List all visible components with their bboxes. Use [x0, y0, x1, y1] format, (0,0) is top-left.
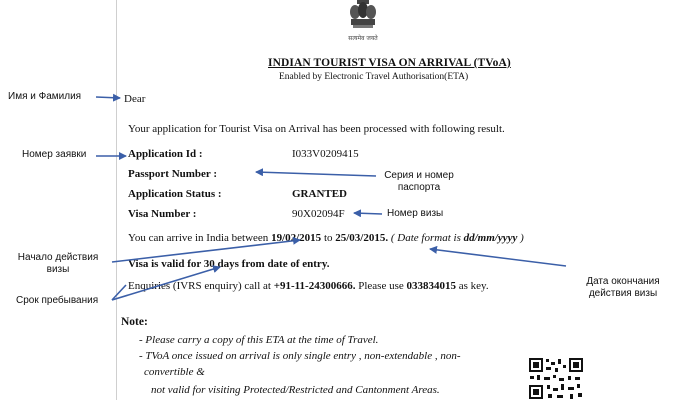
annotation-name: Имя и Фамилия	[8, 91, 82, 102]
document-title: INDIAN TOURIST VISA ON ARRIVAL (TVoA)	[268, 57, 511, 69]
date-format-note-post: )	[520, 232, 524, 244]
note-line-2: - TVoA once issued on arrival is only single entry , non-extendable , non-	[139, 350, 461, 362]
date-format-value: dd/mm/yyyy	[463, 232, 518, 244]
arrow-passport	[256, 172, 376, 176]
enquiry-prefix: Enquiries (IVRS enquiry) call at	[128, 280, 271, 292]
visa-number-label: Visa Number :	[128, 208, 197, 220]
enquiry-key-code: 033834015	[406, 280, 456, 292]
arrow-end-date	[430, 249, 566, 266]
annotation-start-line-2: визы	[46, 264, 70, 275]
validity-text: Visa is valid for 30 days from date of entry.	[128, 258, 330, 270]
visa-number-value: 90X02094F	[292, 208, 345, 220]
enquiry-phone: +91-11-24300666.	[273, 280, 356, 292]
document-subtitle: Enabled by Electronic Travel Authorisation(ETA)	[279, 72, 469, 82]
annotation-end-line-1: Дата окончания	[586, 276, 660, 287]
annotation-passport-line-2: паспорта	[397, 182, 441, 193]
annotation-end	[574, 276, 672, 300]
application-id-label: Application Id :	[128, 148, 203, 160]
annotation-visa-number: Номер визы	[387, 208, 444, 219]
annotation-end-line-2: действия визы	[588, 288, 658, 299]
enquiry-middle: Please use	[358, 280, 404, 292]
arrival-prefix: You can arrive in India between	[128, 232, 269, 244]
arrow-name	[96, 97, 120, 98]
application-status-label: Application Status :	[128, 188, 222, 200]
note-heading: Note:	[121, 316, 148, 328]
annotation-start-line-1: Начало действия	[17, 252, 99, 263]
annotation-start	[8, 252, 108, 276]
note-line-1: - Please carry a copy of this ETA at the time of Travel.	[139, 334, 379, 346]
application-id-value: I033V0209415	[292, 148, 359, 160]
arrival-from-date: 19/02/2015	[271, 232, 322, 244]
arrival-to-date: 25/03/2015.	[335, 232, 389, 244]
greeting: Dear	[124, 93, 146, 105]
svg-text:सत्यमेव जयते: सत्यमेव जयते	[348, 35, 378, 42]
intro-text: Your application for Tourist Visa on Arrival has been processed with following result.	[128, 123, 505, 135]
enquiry-suffix: as key.	[458, 280, 489, 292]
arrow-stay-1	[112, 267, 220, 300]
application-status-value: GRANTED	[292, 188, 348, 200]
annotation-passport	[382, 170, 456, 194]
annotation-application-number: Номер заявки	[22, 149, 87, 160]
note-line-3: convertible &	[144, 366, 205, 378]
annotation-passport-line-1: Серия и номер	[384, 170, 454, 181]
passport-number-label: Passport Number :	[128, 168, 218, 180]
arrow-visa-number	[354, 213, 382, 214]
annotation-stay: Срок пребывания	[16, 295, 99, 306]
date-format-note-pre: ( Date format is	[390, 232, 461, 244]
arrival-to-word: to	[323, 232, 333, 244]
arrow-start-date	[112, 240, 300, 262]
note-line-4: not valid for visiting Protected/Restricted and Cantonment Areas.	[151, 384, 440, 396]
